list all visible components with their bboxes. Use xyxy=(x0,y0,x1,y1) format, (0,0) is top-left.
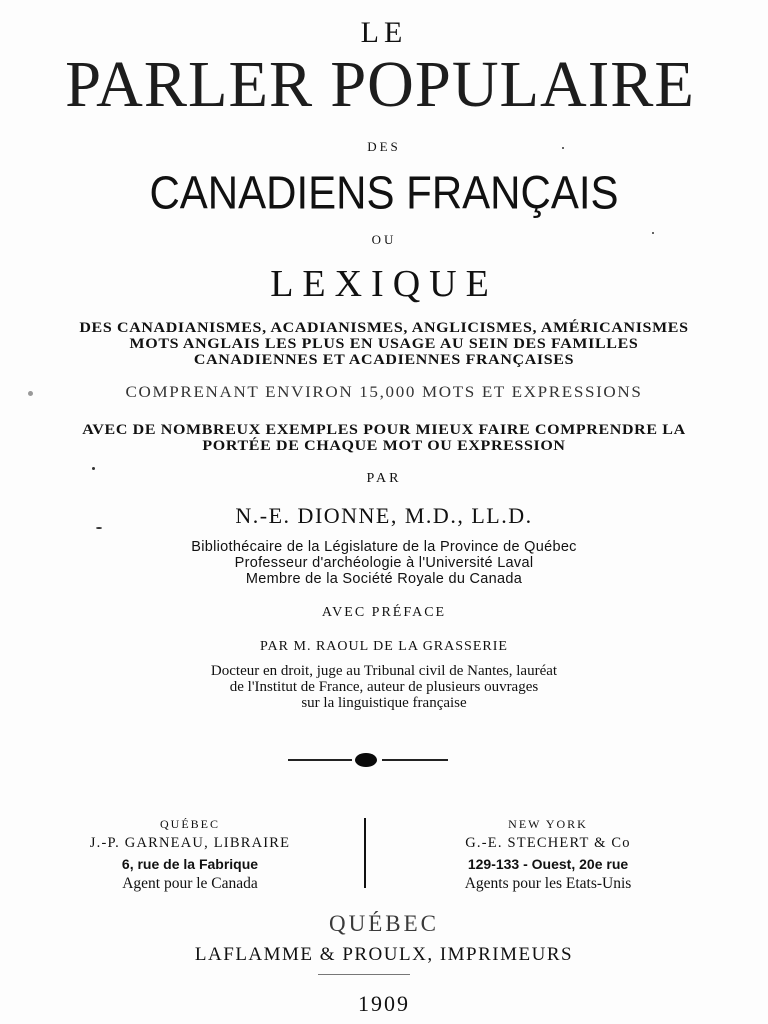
subtitle-line-4: COMPRENANT ENVIRON 15,000 MOTS ET EXPRESSIONS xyxy=(125,384,643,401)
ornament-line-right xyxy=(382,759,448,761)
preface-heading: AVEC PRÉFACE xyxy=(321,605,447,620)
preface-author: PAR M. RAOUL DE LA GRASSERIE xyxy=(260,639,508,654)
print-speck xyxy=(92,467,95,470)
subtitle-line-1: DES CANADIANISMES, ACADIANISMES, ANGLICISMES, AMÉRICANISMES xyxy=(79,320,689,336)
publisher-quebec xyxy=(40,818,340,891)
author-par: PAR xyxy=(366,471,402,486)
imprint-printer: LAFLAMME & PROULX, IMPRIMEURS xyxy=(194,944,574,965)
preface-author-description: sur la linguistique française xyxy=(301,695,467,711)
author-affiliation: Membre de la Société Royale du Canada xyxy=(245,571,523,587)
subtitle-line-5: AVEC DE NOMBREUX EXEMPLES POUR MIEUX FAIRE COMPRENDRE LA xyxy=(82,422,686,438)
publisher-role: Agent pour le Canada xyxy=(122,874,258,892)
preface-author-description: de l'Institut de France, auteur de plusieurs ouvrages xyxy=(229,679,539,695)
publisher-address: 129-133 - Ouest, 20e rue xyxy=(467,855,629,872)
publisher-city: NEW YORK xyxy=(508,817,588,831)
publisher-address: 6, rue de la Fabrique xyxy=(121,855,259,872)
subtitle-line-3: CANADIENNES ET ACADIENNES FRANÇAISES xyxy=(193,352,575,368)
publisher-divider xyxy=(364,818,366,888)
publication-year: 1909 xyxy=(358,991,410,1016)
ornament-line-left xyxy=(288,759,352,761)
title-article: LE xyxy=(360,16,408,49)
print-speck xyxy=(28,391,33,396)
print-speck xyxy=(652,232,654,234)
imprint-city: QUÉBEC xyxy=(329,911,439,936)
book-title: PARLER POPULAIRE xyxy=(65,48,695,121)
title-des: DES xyxy=(367,139,401,154)
author-affiliation: Bibliothécaire de la Législature de la Province de Québec xyxy=(191,539,577,555)
print-speck xyxy=(562,147,564,149)
publisher-role: Agents pour les Etats-Unis xyxy=(464,874,632,892)
print-speck xyxy=(96,527,102,529)
ornament-divider xyxy=(288,752,448,768)
title-ou: OU xyxy=(371,232,397,247)
publisher-city: QUÉBEC xyxy=(160,817,220,831)
subtitle-line-6: PORTÉE DE CHAQUE MOT OU EXPRESSION xyxy=(202,438,566,454)
author-affiliation: Professeur d'archéologie à l'Université Laval xyxy=(234,555,534,571)
imprint-rule xyxy=(318,974,410,975)
ornament-dot xyxy=(355,753,377,767)
publisher-new-york xyxy=(398,818,698,891)
publisher-name: G.-E. STECHERT & Co xyxy=(465,835,631,851)
publisher-name: J.-P. GARNEAU, LIBRAIRE xyxy=(89,835,291,851)
preface-author-description: Docteur en droit, juge au Tribunal civil de Nantes, lauréat xyxy=(210,663,558,679)
author-name: N.-E. DIONNE, M.D., LL.D. xyxy=(235,503,533,528)
title-subject: CANADIENS FRANÇAIS xyxy=(149,166,619,219)
title-lexique: LEXIQUE xyxy=(270,263,498,305)
subtitle-line-2: MOTS ANGLAIS LES PLUS EN USAGE AU SEIN DES FAMILLES xyxy=(129,336,639,352)
